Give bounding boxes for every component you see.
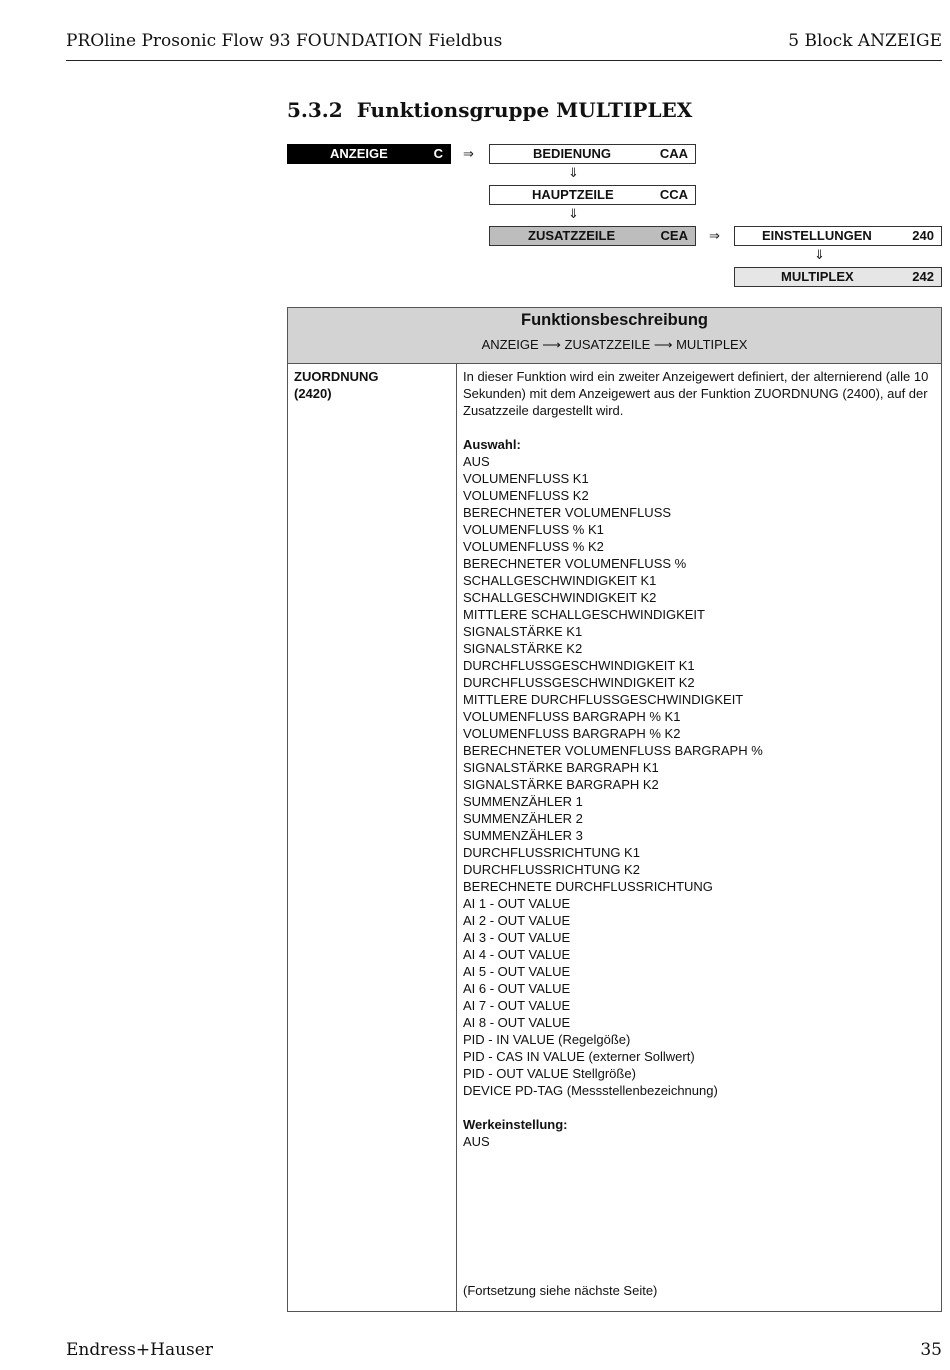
option-item: PID - CAS IN VALUE (externer Sollwert) — [463, 1049, 695, 1064]
option-item: DEVICE PD-TAG (Messstellenbezeichnung) — [463, 1083, 718, 1098]
description-text: In dieser Funktion wird ein zweiter Anzeigewert definiert, der alternierend (alle 10 Sekunden) mit dem Anzeigewert aus der Funktion ZUORDNUNG (2400), auf der Zusatzzeile dargestellt wird. — [463, 369, 929, 418]
option-item: VOLUMENFLUSS % K1 — [463, 522, 604, 537]
option-item: DURCHFLUSSRICHTUNG K1 — [463, 845, 640, 860]
default-value: AUS — [463, 1134, 490, 1149]
nav-label: ANZEIGE — [330, 146, 388, 161]
nav-label: BEDIENUNG — [533, 146, 612, 161]
option-item: MITTLERE SCHALLGESCHWINDIGKEIT — [463, 607, 705, 622]
option-item: AUS — [463, 454, 490, 469]
options-list — [463, 453, 933, 1099]
option-item: AI 6 - OUT VALUE — [463, 981, 571, 996]
option-item: AI 3 - OUT VALUE — [463, 930, 571, 945]
function-table — [287, 307, 942, 1312]
option-item: AI 8 - OUT VALUE — [463, 1015, 571, 1030]
section-number: 5.3.2 — [287, 98, 343, 122]
arrow-down-icon: ⇓ — [814, 247, 825, 262]
nav-box-zusatzzeile — [489, 226, 696, 246]
option-item: AI 2 - OUT VALUE — [463, 913, 571, 928]
option-item: SIGNALSTÄRKE K2 — [463, 641, 583, 656]
brand-logo-text: Endress+Hauser — [66, 1340, 213, 1360]
function-name: ZUORDNUNG — [294, 369, 379, 384]
option-item: SIGNALSTÄRKE K1 — [463, 624, 583, 639]
option-item: PID - IN VALUE (Regelgöße) — [463, 1032, 631, 1047]
chapter-title: 5 Block ANZEIGE — [788, 31, 942, 51]
function-description-cell — [463, 368, 933, 1150]
page-header — [66, 31, 942, 55]
nav-code: 242 — [912, 269, 934, 284]
nav-code: CEA — [660, 228, 688, 243]
option-item: SUMMENZÄHLER 1 — [463, 794, 583, 809]
section-title — [287, 98, 692, 122]
nav-code: CCA — [659, 187, 688, 202]
function-name-cell — [294, 368, 379, 402]
nav-label: HAUPTZEILE — [532, 187, 614, 202]
section-heading: Funktionsgruppe MULTIPLEX — [356, 98, 693, 122]
nav-code: C — [433, 146, 443, 161]
nav-box-hauptzeile — [489, 185, 696, 205]
arrow-right-icon: ⇒ — [463, 146, 474, 161]
option-item: SIGNALSTÄRKE BARGRAPH K2 — [463, 777, 659, 792]
arrow-down-icon: ⇓ — [568, 206, 579, 221]
arrow-right-icon: ⇒ — [709, 228, 720, 243]
nav-box-multiplex — [734, 267, 942, 287]
nav-code: 240 — [912, 228, 934, 243]
nav-label: EINSTELLUNGEN — [762, 228, 872, 243]
nav-box-anzeige — [287, 144, 451, 164]
option-item: DURCHFLUSSGESCHWINDIGKEIT K1 — [463, 658, 695, 673]
document-title: PROline Prosonic Flow 93 FOUNDATION Fieldbus — [66, 31, 503, 51]
nav-box-einstellungen — [734, 226, 942, 246]
nav-box-bedienung — [489, 144, 696, 164]
option-item: BERECHNETER VOLUMENFLUSS % — [463, 556, 687, 571]
option-item: SCHALLGESCHWINDIGKEIT K1 — [463, 573, 657, 588]
header-rule — [66, 60, 942, 61]
table-header — [288, 308, 941, 364]
option-item: MITTLERE DURCHFLUSSGESCHWINDIGKEIT — [463, 692, 744, 707]
nav-label: MULTIPLEX — [781, 269, 854, 284]
option-item: BERECHNETER VOLUMENFLUSS BARGRAPH % — [463, 743, 763, 758]
option-item: DURCHFLUSSRICHTUNG K2 — [463, 862, 640, 877]
option-item: PID - OUT VALUE Stellgröße) — [463, 1066, 636, 1081]
nav-label: ZUSATZZEILE — [528, 228, 616, 243]
option-item: SUMMENZÄHLER 2 — [463, 811, 583, 826]
default-label: Werkeinstellung: — [463, 1117, 568, 1132]
option-item: VOLUMENFLUSS BARGRAPH % K1 — [463, 709, 681, 724]
nav-code: CAA — [659, 146, 688, 161]
option-item: SIGNALSTÄRKE BARGRAPH K1 — [463, 760, 659, 775]
arrow-down-icon: ⇓ — [568, 165, 579, 180]
option-item: VOLUMENFLUSS BARGRAPH % K2 — [463, 726, 681, 741]
table-title: Funktionsbeschreibung — [520, 311, 708, 329]
option-item: VOLUMENFLUSS K1 — [463, 471, 589, 486]
option-item: SUMMENZÄHLER 3 — [463, 828, 583, 843]
option-item: AI 5 - OUT VALUE — [463, 964, 571, 979]
option-item: AI 1 - OUT VALUE — [463, 896, 571, 911]
function-code: (2420) — [294, 386, 332, 401]
page-number: 35 — [920, 1340, 942, 1360]
option-item: AI 7 - OUT VALUE — [463, 998, 571, 1013]
column-divider — [456, 364, 457, 1311]
option-item: BERECHNETE DURCHFLUSSRICHTUNG — [463, 879, 713, 894]
option-item: VOLUMENFLUSS K2 — [463, 488, 589, 503]
continuation-note: (Fortsetzung siehe nächste Seite) — [463, 1283, 658, 1298]
option-item: AI 4 - OUT VALUE — [463, 947, 571, 962]
option-item: DURCHFLUSSGESCHWINDIGKEIT K2 — [463, 675, 695, 690]
selection-label: Auswahl: — [463, 437, 521, 452]
option-item: VOLUMENFLUSS % K2 — [463, 539, 604, 554]
option-item: BERECHNETER VOLUMENFLUSS — [463, 505, 672, 520]
table-path: ANZEIGE ⟶ ZUSATZZEILE ⟶ MULTIPLEX — [481, 337, 748, 352]
option-item: SCHALLGESCHWINDIGKEIT K2 — [463, 590, 657, 605]
